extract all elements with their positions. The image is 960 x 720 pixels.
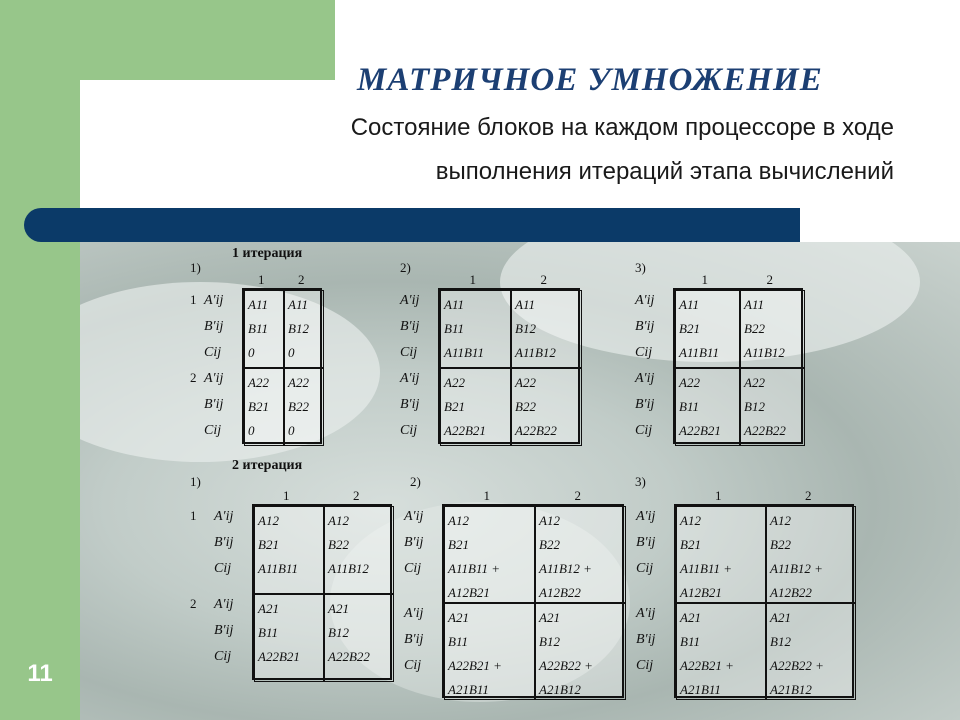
block-label: A′ij (400, 293, 420, 308)
block-label: B′ij (204, 319, 224, 334)
iteration-2-label: 2 итерация (232, 458, 303, 473)
row-labels (636, 601, 655, 679)
block-label: A′ij (204, 293, 224, 308)
top-green-block (0, 0, 335, 80)
processor-cell: A12 B21 A11B11 + A12B21 (676, 506, 766, 603)
block-label: B′ij (636, 535, 656, 550)
processor-cell: A11 B11 0 (244, 290, 284, 368)
panel-label: 3) (635, 474, 646, 489)
block-label: A′ij (636, 606, 656, 621)
panel-label: 2) (410, 474, 421, 489)
block-label: B′ij (214, 535, 234, 550)
left-green-bar (0, 0, 80, 720)
row-labels (400, 288, 419, 366)
row-labels (635, 366, 654, 444)
block-label: B′ij (635, 397, 655, 412)
block-label: Cij (636, 658, 654, 673)
block-label: B′ij (400, 397, 420, 412)
processor-cell: A22 B22 A22B22 (511, 368, 582, 446)
column-header: 1 (283, 488, 290, 503)
block-label: Cij (404, 658, 422, 673)
column-header: 2 (766, 272, 773, 287)
column-header: 1 (701, 272, 708, 287)
block-label: Cij (404, 561, 422, 576)
panel-label: 1) (190, 260, 201, 275)
processor-cell: A22 B11 A22B21 (675, 368, 740, 446)
processor-cell: A11 B22 A11B12 (740, 290, 805, 368)
block-label: A′ij (214, 509, 234, 524)
block-label: A′ij (204, 371, 224, 386)
block-label: B′ij (404, 632, 424, 647)
row-labels (204, 288, 223, 366)
processor-cell: A12 B21 A11B11 (254, 506, 324, 594)
row-labels (635, 288, 654, 366)
processor-grid (442, 504, 624, 698)
block-label: B′ij (400, 319, 420, 334)
row-labels (404, 601, 423, 679)
processor-grid (438, 288, 580, 444)
processor-cell: A22 B21 0 (244, 368, 284, 446)
column-header: 1 (715, 488, 722, 503)
processor-cell: A11 B12 0 (284, 290, 324, 368)
processor-grid (252, 504, 392, 680)
column-header: 1 (469, 272, 476, 287)
processor-cell: A12 B21 A11B11 + A12B21 (444, 506, 535, 603)
block-label: B′ij (404, 535, 424, 550)
block-label: A′ij (636, 509, 656, 524)
block-label: Cij (204, 345, 222, 360)
panel-label: 2) (400, 260, 411, 275)
block-label: A′ij (214, 597, 234, 612)
iteration-1-label: 1 итерация (232, 246, 303, 261)
block-label: Cij (400, 423, 418, 438)
content-corner (80, 80, 140, 140)
row-labels (214, 592, 233, 670)
processor-cell: A21 B11 A22B21 + A21B11 (444, 603, 535, 700)
block-label: Cij (214, 649, 232, 664)
subtitle-line-1: Состояние блоков на каждом процессоре в ходе (350, 114, 894, 141)
row-header: 1 (190, 292, 197, 307)
processor-cell: A21 B12 A22B22 (324, 594, 394, 682)
block-label: B′ij (636, 632, 656, 647)
processor-cell: A11 B12 A11B12 (511, 290, 582, 368)
processor-cell: A21 B11 A22B21 + A21B11 (676, 603, 766, 700)
slide-title: МАТРИЧНОЕ УМНОЖЕНИЕ (357, 62, 823, 98)
processor-cell: A22 B12 A22B22 (740, 368, 805, 446)
column-header: 2 (805, 488, 812, 503)
block-label: Cij (204, 423, 222, 438)
row-labels (400, 366, 419, 444)
row-labels (214, 504, 233, 582)
block-label: A′ij (635, 293, 655, 308)
processor-cell: A22 B22 0 (284, 368, 324, 446)
title-divider-bar (24, 208, 800, 242)
block-label: Cij (214, 561, 232, 576)
row-header: 2 (190, 596, 197, 611)
slide-number: 11 (27, 660, 53, 687)
column-header: 2 (540, 272, 547, 287)
block-label: A′ij (404, 509, 424, 524)
processor-cell: A21 B12 A22B22 + A21B12 (766, 603, 856, 700)
processor-cell: A21 B12 A22B22 + A21B12 (535, 603, 626, 700)
block-label: A′ij (400, 371, 420, 386)
processor-cell: A11 B11 A11B11 (440, 290, 511, 368)
processor-grid (674, 504, 854, 698)
block-label: Cij (636, 561, 654, 576)
row-labels (636, 504, 655, 582)
row-header: 1 (190, 508, 197, 523)
panel-label: 3) (635, 260, 646, 275)
block-label: Cij (635, 423, 653, 438)
block-label: B′ij (204, 397, 224, 412)
block-label: B′ij (214, 623, 234, 638)
slide-subtitle (134, 106, 894, 194)
block-label: Cij (400, 345, 418, 360)
processor-cell: A21 B11 A22B21 (254, 594, 324, 682)
column-header: 1 (258, 272, 265, 287)
column-header: 2 (574, 488, 581, 503)
matrix-figure (80, 242, 960, 720)
background-blob (80, 282, 380, 462)
subtitle-line-2: выполнения итераций этапа вычислений (435, 158, 894, 185)
processor-cell: A12 B22 A11B12 + A12B22 (766, 506, 856, 603)
block-label: B′ij (635, 319, 655, 334)
processor-cell: A11 B21 A11B11 (675, 290, 740, 368)
row-labels (404, 504, 423, 582)
block-label: A′ij (404, 606, 424, 621)
processor-cell: A12 B22 A11B12 + A12B22 (535, 506, 626, 603)
panel-label: 1) (190, 474, 201, 489)
column-header: 1 (483, 488, 490, 503)
block-label: A′ij (635, 371, 655, 386)
processor-grid (242, 288, 322, 444)
row-labels (204, 366, 223, 444)
processor-grid (673, 288, 803, 444)
processor-cell: A22 B21 A22B21 (440, 368, 511, 446)
row-header: 2 (190, 370, 197, 385)
column-header: 2 (298, 272, 305, 287)
column-header: 2 (353, 488, 360, 503)
block-label: Cij (635, 345, 653, 360)
processor-cell: A12 B22 A11B12 (324, 506, 394, 594)
